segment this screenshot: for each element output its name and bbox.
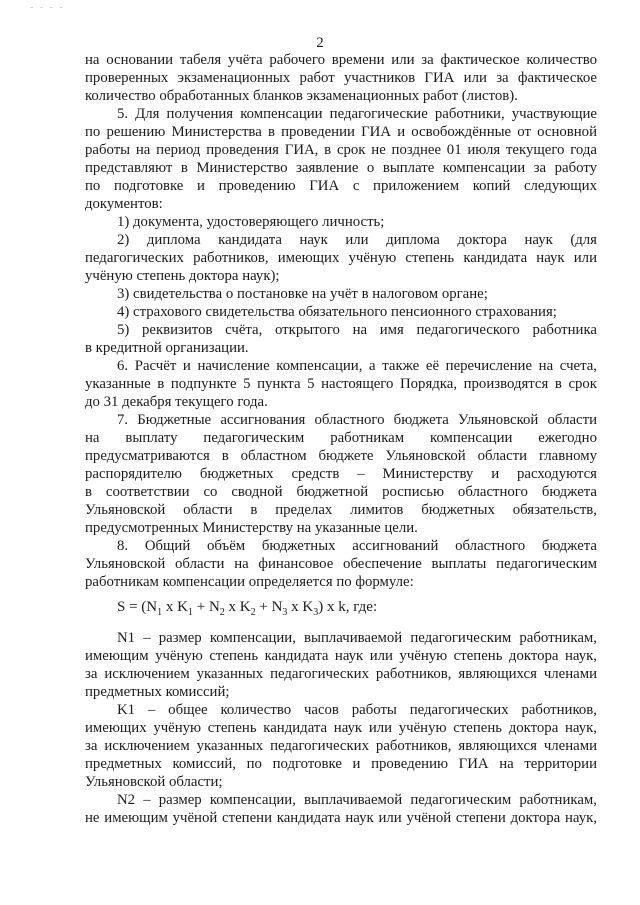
text-line: за исключением указанных педагогических работников, являющихся членами	[85, 666, 597, 682]
text-line: на выплату педагогическим работникам компенсации ежегодно	[85, 430, 597, 446]
text-line: не имеющим учёной степени кандидата наук или учёной степени доктора наук,	[85, 810, 597, 826]
text-line: 5. Для получения компенсации педагогические работники, участвующие	[117, 106, 597, 122]
text-line: работникам компенсации определяется по формуле:	[85, 574, 414, 590]
page-number: 2	[316, 35, 324, 51]
text-line: имеющих учёную степень кандидата наук или учёную степень доктора наук,	[85, 720, 597, 736]
text-line: предусмотренных Министерству на указанные цели.	[85, 520, 418, 536]
text-line: указанные в подпункте 5 пункта 5 настоящего Порядка, производятся в срок	[85, 376, 597, 392]
text-line: количество обработанных бланков экзаменационных работ (листов).	[85, 88, 518, 104]
text-line: имеющим учёную степень кандидата наук или учёную степень доктора наук,	[85, 648, 597, 664]
text-line: распорядителю бюджетных средств – Министерству и расходуются	[85, 466, 597, 482]
text-line: по решению Министерства в проведении ГИА и освобождённые от основной	[85, 124, 597, 140]
text-line: 8. Общий объём бюджетных ассигнований областного бюджета	[117, 538, 597, 554]
definition-line: N1 – размер компенсации, выплачиваемой педагогическим работникам,	[117, 630, 597, 646]
text-line: 6. Расчёт и начисление компенсации, а также её перечисление на счета,	[117, 358, 597, 374]
text-line: до 31 декабря текущего года.	[85, 394, 268, 410]
text-line: документов:	[85, 196, 163, 212]
text-line: Ульяновской области на финансовое обеспечение выплаты педагогическим	[85, 556, 597, 572]
text-line: по подготовке и проведению ГИА с приложением копий следующих	[85, 178, 597, 194]
compensation-formula: $S = (N_1$ x $K_1 + N_2$ x $K_2 + N_3$ x $K_3$) x k, где:	[117, 599, 378, 618]
scan-header-marks: - - - -	[30, 2, 65, 13]
list-item: 2) диплома кандидата наук или диплома доктора наук (для	[117, 232, 597, 248]
text-line: предметных комиссий;	[85, 684, 230, 700]
text-line: за исключением указанных педагогических работников, являющихся членами	[85, 738, 597, 754]
text-line: Ульяновской области в пределах лимитов бюджетных обязательств,	[85, 502, 597, 518]
text-line: педагогических работников, имеющих учёную степень кандидата наук или	[85, 250, 597, 266]
text-line: учёную степень доктора наук);	[85, 268, 280, 284]
text-line: работы на период проведения ГИА, в срок не позднее 01 июля текущего года	[85, 142, 597, 158]
text-line: в кредитной организации.	[85, 340, 249, 356]
text-line: в соответствии со сводной бюджетной росписью областного бюджета	[85, 484, 597, 500]
list-item: 3) свидетельства о постановке на учёт в налоговом органе;	[117, 286, 488, 302]
list-item: 5) реквизитов счёта, открытого на имя педагогического работника	[117, 322, 597, 338]
definition-line: K1 – общее количество часов работы педагогических работников,	[117, 702, 597, 718]
list-item: 4) страхового свидетельства обязательного пенсионного страхования;	[117, 304, 557, 320]
text-line: проверенных экзаменационных работ участников ГИА или за фактическое	[85, 70, 597, 86]
text-line: представляют в Министерство заявление о выплате компенсации за работу	[85, 160, 597, 176]
text-line: предусматриваются в областном бюджете Ульяновской области главному	[85, 448, 597, 464]
definition-line: N2 – размер компенсации, выплачиваемой педагогическим работникам,	[117, 792, 597, 808]
list-item: 1) документа, удостоверяющего личность;	[117, 214, 385, 230]
text-line: предметных комиссий, по подготовке и проведению ГИА на территории	[85, 756, 597, 772]
text-line: 7. Бюджетные ассигнования областного бюджета Ульяновской области	[117, 412, 597, 428]
text-line: на основании табеля учёта рабочего времени или за фактическое количество	[85, 52, 597, 68]
text-line: Ульяновской области;	[85, 774, 223, 790]
